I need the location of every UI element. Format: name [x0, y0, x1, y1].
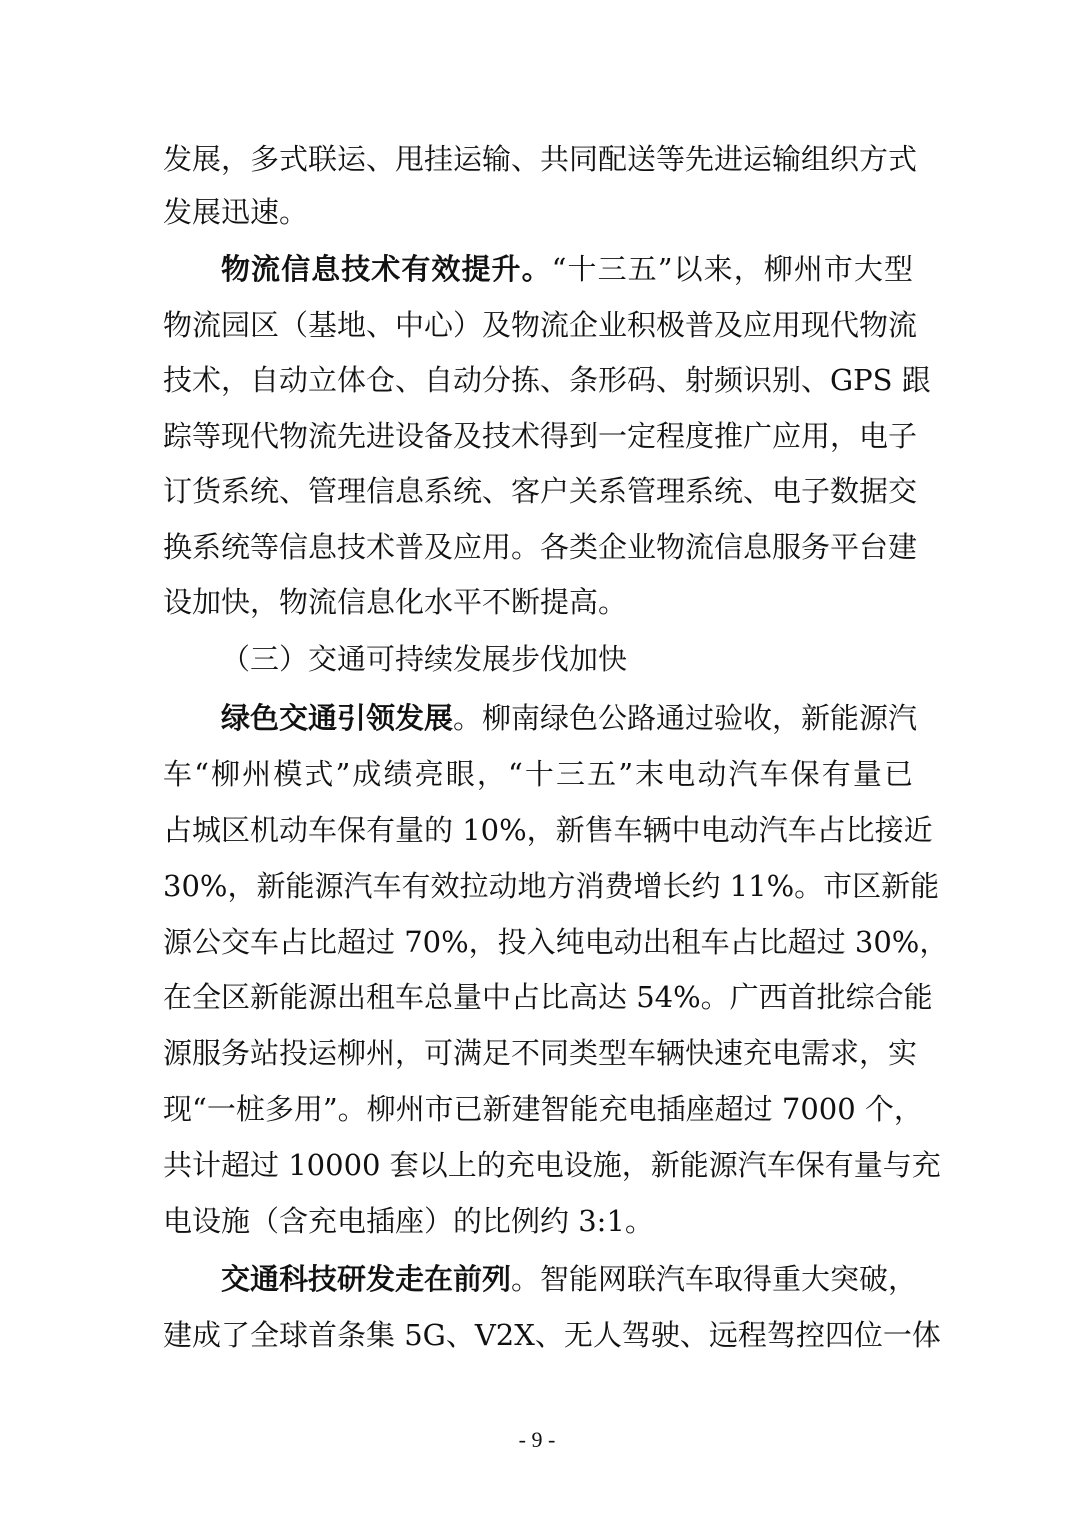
paragraph-line: 订货系统、管理信息系统、客户关系管理系统、电子数据交: [163, 474, 918, 508]
paragraph-line: 源公交车占比超过 70%，投入纯电动出租车占比超过 30%，: [163, 925, 949, 959]
paragraph-line: 设加快，物流信息化水平不断提高。: [163, 585, 628, 619]
paragraph-line: 占城区机动车保有量的 10%，新售车辆中电动汽车占比接近: [163, 813, 933, 847]
paragraph-line: 车“柳州模式”成绩亮眼，“十三五”末电动汽车保有量已: [163, 757, 913, 791]
paragraph-line: 现“一桩多用”。柳州市已新建智能充电插座超过 7000 个，: [163, 1092, 923, 1126]
paragraph-line: 建成了全球首条集 5G、V2X、无人驾驶、远程驾控四位一体: [163, 1318, 941, 1352]
paragraph-heading: 物流信息技术有效提升。: [221, 252, 552, 286]
paragraph-line: 发展迅速。: [163, 195, 309, 229]
paragraph-first-line: [221, 696, 918, 740]
section-heading: （三）交通可持续发展步伐加快: [221, 642, 628, 676]
paragraph-line: 30%，新能源汽车有效拉动地方消费增长约 11%。市区新能: [163, 869, 940, 903]
paragraph-first-line: [221, 1257, 918, 1301]
paragraph-line: 物流园区（基地、中心）及物流企业积极普及应用现代物流: [163, 308, 918, 342]
paragraph-heading: 交通科技研发走在前列: [221, 1262, 512, 1296]
paragraph-line: 发展，多式联运、甩挂运输、共同配送等先进运输组织方式: [163, 142, 918, 176]
paragraph-line: 电设施（含充电插座）的比例约 3:1。: [163, 1204, 654, 1238]
paragraph-first-line: [221, 247, 913, 291]
paragraph-line: 在全区新能源出租车总量中占比高达 54%。广西首批综合能: [163, 980, 933, 1014]
paragraph-line: 踪等现代物流先进设备及技术得到一定程度推广应用，电子: [163, 419, 918, 453]
paragraph-line: 源服务站投运柳州，可满足不同类型车辆快速充电需求，实: [163, 1036, 918, 1070]
paragraph-line: 换系统等信息技术普及应用。各类企业物流信息服务平台建: [163, 530, 918, 564]
paragraph-text: 。智能网联汽车取得重大突破，: [511, 1262, 918, 1296]
paragraph-text: “十三五”以来，柳州市大型: [551, 252, 913, 286]
paragraph-line: 共计超过 10000 套以上的充电设施，新能源汽车保有量与充: [163, 1148, 941, 1182]
paragraph-line: 技术，自动立体仓、自动分拣、条形码、射频识别、GPS 跟: [163, 363, 931, 397]
paragraph-text: 。柳南绿色公路通过验收，新能源汽: [453, 701, 918, 735]
page-number: - 9 -: [518, 1427, 556, 1452]
paragraph-heading: 绿色交通引领发展: [221, 701, 454, 735]
